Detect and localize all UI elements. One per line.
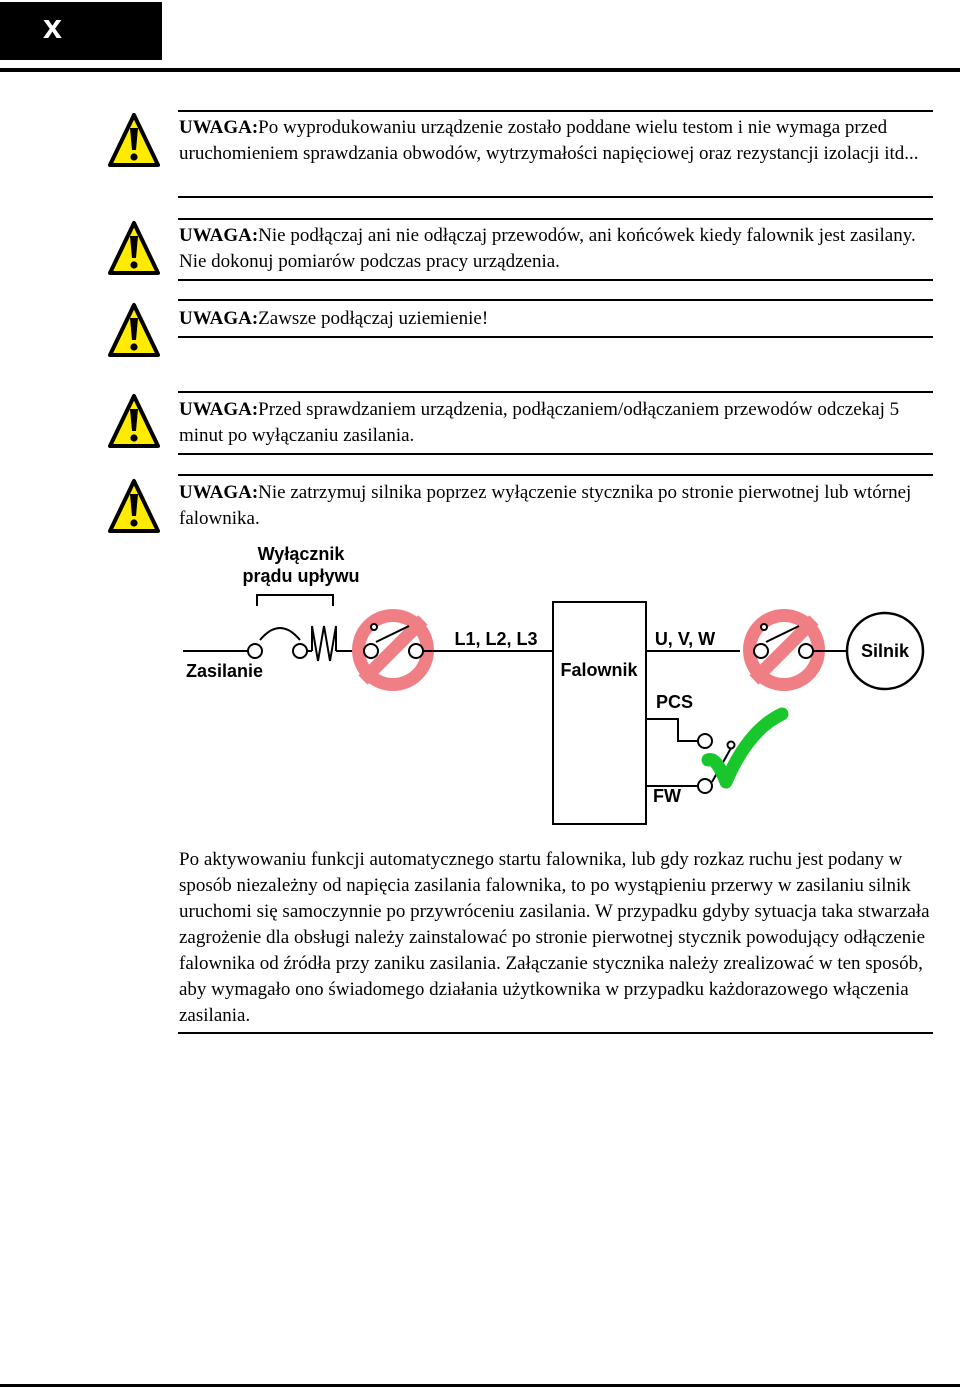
run-switch-contact-bottom: [698, 779, 712, 793]
warning-5-label: UWAGA:: [179, 482, 259, 503]
primary-contact-left: [364, 644, 378, 658]
allowed-check-icon: [708, 714, 782, 782]
warning-2: [179, 223, 934, 275]
warning-triangle-icon: [108, 478, 160, 534]
body-paragraph: Po aktywowaniu funkcji automatycznego startu falownika, lub gdy rozkaz ruchu jest podany w sposób niezależny od napięcia zasilania falownika, to po wystąpieniu przerwy w zasilaniu silnik uruchomi się samoczynnie po przywróceniu zasilania. W przypadku gdyby sytuacja taka stwarzała zagrożenie dla obsługi należy zainstalować po stronie pierwotnej stycznik powodujący odłączenie falownika od źródła przy zaniku zasilania. Załączanie stycznika należy zrealizować w ten sposób, aby wymagało ono świadomego działania użytkownika w przypadku każdorazowego włączenia zasilania.: [179, 849, 930, 1026]
chapter-tab: [0, 2, 162, 60]
breaker-arc: [260, 628, 300, 640]
breaker-bracket: [257, 595, 333, 606]
pcs-label: PCS: [656, 692, 694, 712]
secondary-contact-left: [754, 644, 768, 658]
warning-5-text: Nie zatrzymuj silnika poprzez wyłączenie stycznika po stronie pierwotnej lub wtórnej falownika.: [179, 482, 912, 529]
breaker-coil: [312, 626, 336, 661]
warning-1-rule-bottom: [178, 196, 933, 198]
warning-2-text: Nie podłączaj ani nie odłączaj przewodów, ani końcówek kiedy falownik jest zasilany. Nie dokonuj pomiarów podczas pracy urządzenia.: [179, 225, 916, 272]
breaker-label-line1: Wyłącznik: [257, 544, 345, 564]
inverter-box: [553, 602, 646, 824]
inverter-label: Falownik: [560, 660, 638, 680]
supply-label: Zasilanie: [186, 661, 264, 681]
breaker-contact-left: [248, 644, 262, 658]
motor-label: Silnik: [860, 641, 910, 661]
input-terminals-label: L1, L2, L3: [454, 629, 538, 649]
warning-5-rule-top: [178, 474, 933, 476]
warning-3-text: Zawsze podłączaj uziemienie!: [258, 308, 489, 329]
pcs-wire: [646, 719, 698, 741]
body-rule-bottom: [178, 1032, 933, 1034]
warning-triangle-icon: [108, 112, 160, 168]
warning-1-rule-top: [178, 110, 933, 112]
warning-1: [179, 115, 934, 167]
warning-4-label: UWAGA:: [179, 399, 259, 420]
warning-5: [179, 480, 934, 532]
warning-triangle-icon: [108, 220, 160, 276]
warning-1-label: UWAGA:: [179, 117, 259, 138]
chapter-tab-label: x: [43, 8, 62, 46]
footer-rule: [0, 1384, 960, 1387]
warning-triangle-icon: [108, 393, 160, 449]
warning-3-rule-top: [178, 299, 933, 301]
warning-2-rule-top: [178, 218, 933, 220]
warning-3: [179, 306, 934, 332]
warning-4-rule-bottom: [178, 453, 933, 455]
fw-label: FW: [653, 786, 681, 806]
warning-2-rule-bottom: [178, 279, 933, 281]
secondary-contact-right: [799, 644, 813, 658]
warning-4-rule-top: [178, 391, 933, 393]
warning-3-label: UWAGA:: [179, 308, 259, 329]
warning-4-text: Przed sprawdzaniem urządzenia, podłączaniem/odłączaniem przewodów odczekaj 5 minut po wyłączaniu zasilania.: [179, 399, 900, 446]
breaker-contact-right: [293, 644, 307, 658]
run-switch-contact-top: [698, 734, 712, 748]
header-rule: [0, 68, 960, 72]
wiring-diagram: [0, 530, 960, 840]
warning-3-rule-bottom: [178, 336, 933, 338]
breaker-label-line2: prądu upływu: [242, 566, 360, 586]
warning-2-label: UWAGA:: [179, 225, 259, 246]
warning-1-text: Po wyprodukowaniu urządzenie zostało poddane wielu testom i nie wymaga przed uruchomieniem sprawdzania obwodów, wytrzymałości napięciowej oraz rezystancji izolacji itd...: [179, 117, 919, 164]
warning-triangle-icon: [108, 302, 160, 358]
output-terminals-label: U, V, W: [654, 629, 716, 649]
warning-4: [179, 397, 934, 449]
primary-contact-right: [409, 644, 423, 658]
